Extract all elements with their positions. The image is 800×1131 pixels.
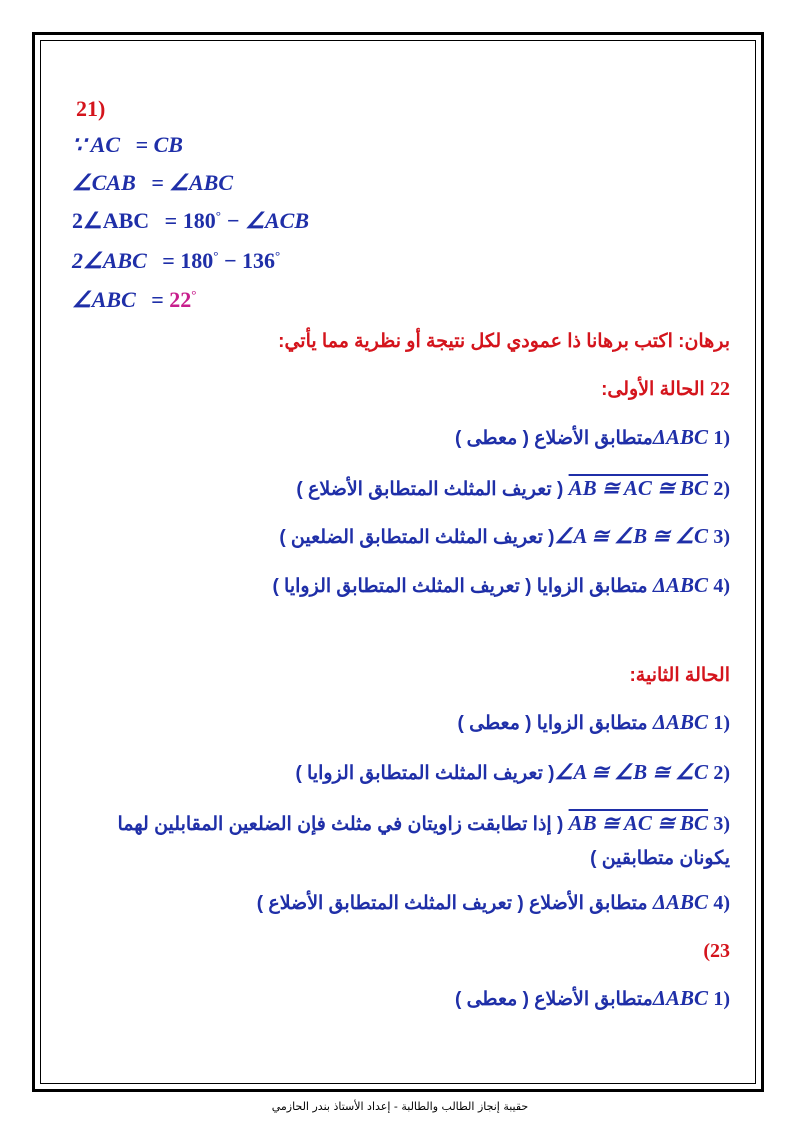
degree-symbol: °: [213, 248, 219, 263]
proof-line-5-rhs: =: [151, 287, 170, 312]
step-math: ΔABC: [652, 573, 709, 597]
case-2-step-3: [80, 806, 730, 876]
step-index: 1): [713, 427, 730, 449]
step-math: ΔABC: [652, 890, 709, 914]
proof-line-1-rhs: = CB: [135, 132, 183, 157]
problem-23-step-1: [455, 986, 730, 1011]
step-index: 3): [713, 813, 730, 835]
step-index: 4): [713, 575, 730, 597]
problem-23-number: [703, 940, 730, 963]
proof-line-4: [72, 248, 280, 274]
step-index: 4): [713, 892, 730, 914]
step-text: ( إذا تطابقت زاويتان في مثلث فإن الضلعين المقابلين لهما يكونان متطابقين ): [117, 814, 730, 869]
step-index: 1): [713, 988, 730, 1010]
proof-line-2-rhs: = ∠ABC: [151, 170, 234, 195]
proof-line-1-lhs: ∵ AC: [72, 132, 121, 157]
proof-line-5-lhs: ∠ABC: [72, 287, 136, 312]
proof-line-3-rhs: = 180: [164, 208, 216, 233]
step-text: ( تعريف المثلث المتطابق الزوايا ): [295, 763, 555, 784]
case-2-title: الحالة الثانية:: [629, 665, 730, 686]
proof-line-5: [72, 287, 197, 313]
answer-value: 22: [169, 287, 192, 312]
problem-21-number: 21): [76, 96, 106, 121]
case-2-step-2: [295, 760, 730, 785]
proof-line-3-lhs: 2∠ABC: [72, 208, 150, 233]
page-footer: حقيبة إنجاز الطالب والطالبة - إعداد الأستاذ بندر الحازمي: [271, 1100, 529, 1113]
step-text: متطابق الأضلاع ( تعريف المثلث المتطابق الأضلاع ): [256, 893, 648, 914]
page-border-inner: [40, 40, 756, 1084]
step-text: متطابق الزوايا ( معطى ): [457, 713, 648, 734]
step-index: 2): [713, 762, 730, 784]
step-math: ΔABC: [652, 986, 709, 1010]
proof-line-1: [72, 132, 183, 158]
problem-22-number: 22: [710, 378, 730, 400]
case-2-step-4: [257, 890, 730, 915]
proof-line-4-lhs: 2∠ABC: [72, 248, 147, 273]
section-heading: برهان: اكتب برهانا ذا عمودي لكل نتيجة أو نظرية مما يأتي:: [278, 331, 730, 352]
degree-symbol: °: [215, 208, 221, 223]
degree-symbol: °: [275, 248, 281, 263]
proof-line-4-rhs: = 180: [162, 248, 214, 273]
case-1-step-1: [455, 425, 730, 450]
case-1-step-3: [279, 524, 730, 549]
step-text: متطابق الزوايا ( تعريف المثلث المتطابق الزوايا ): [272, 576, 648, 597]
step-text: متطابق الأضلاع ( معطى ): [454, 989, 653, 1010]
step-index: 1): [713, 712, 730, 734]
proof-line-4-tail: − 136: [218, 248, 276, 273]
step-text: ( تعريف المثلث المتطابق الأضلاع ): [296, 479, 564, 500]
case-2-step-1: [458, 710, 730, 735]
problem-23-number-text: (23: [703, 940, 730, 962]
proof-line-3-tail: − ∠ACB: [220, 208, 309, 233]
proof-line-3: [72, 208, 309, 234]
proof-line-2-lhs: ∠CAB: [72, 170, 136, 195]
step-math: AB ≅ AC ≅ BC: [568, 811, 709, 835]
step-text: ( تعريف المثلث المتطابق الضلعين ): [279, 527, 555, 548]
step-text: متطابق الأضلاع ( معطى ): [454, 428, 653, 449]
step-index: 3): [713, 526, 730, 548]
step-math: ∠A ≅ ∠B ≅ ∠C: [554, 760, 709, 784]
proof-line-2: [72, 170, 233, 196]
case-1-title-text: الحالة الأولى:: [601, 379, 705, 400]
degree-symbol: °: [191, 287, 197, 302]
step-math: ∠A ≅ ∠B ≅ ∠C: [554, 524, 709, 548]
case-1-title: [601, 378, 730, 401]
step-math: ΔABC: [652, 710, 709, 734]
step-math: ΔABC: [652, 425, 709, 449]
case-1-step-4: [272, 573, 730, 598]
case-1-step-2: [296, 476, 730, 501]
step-math: AB ≅ AC ≅ BC: [568, 476, 709, 500]
step-index: 2): [713, 478, 730, 500]
